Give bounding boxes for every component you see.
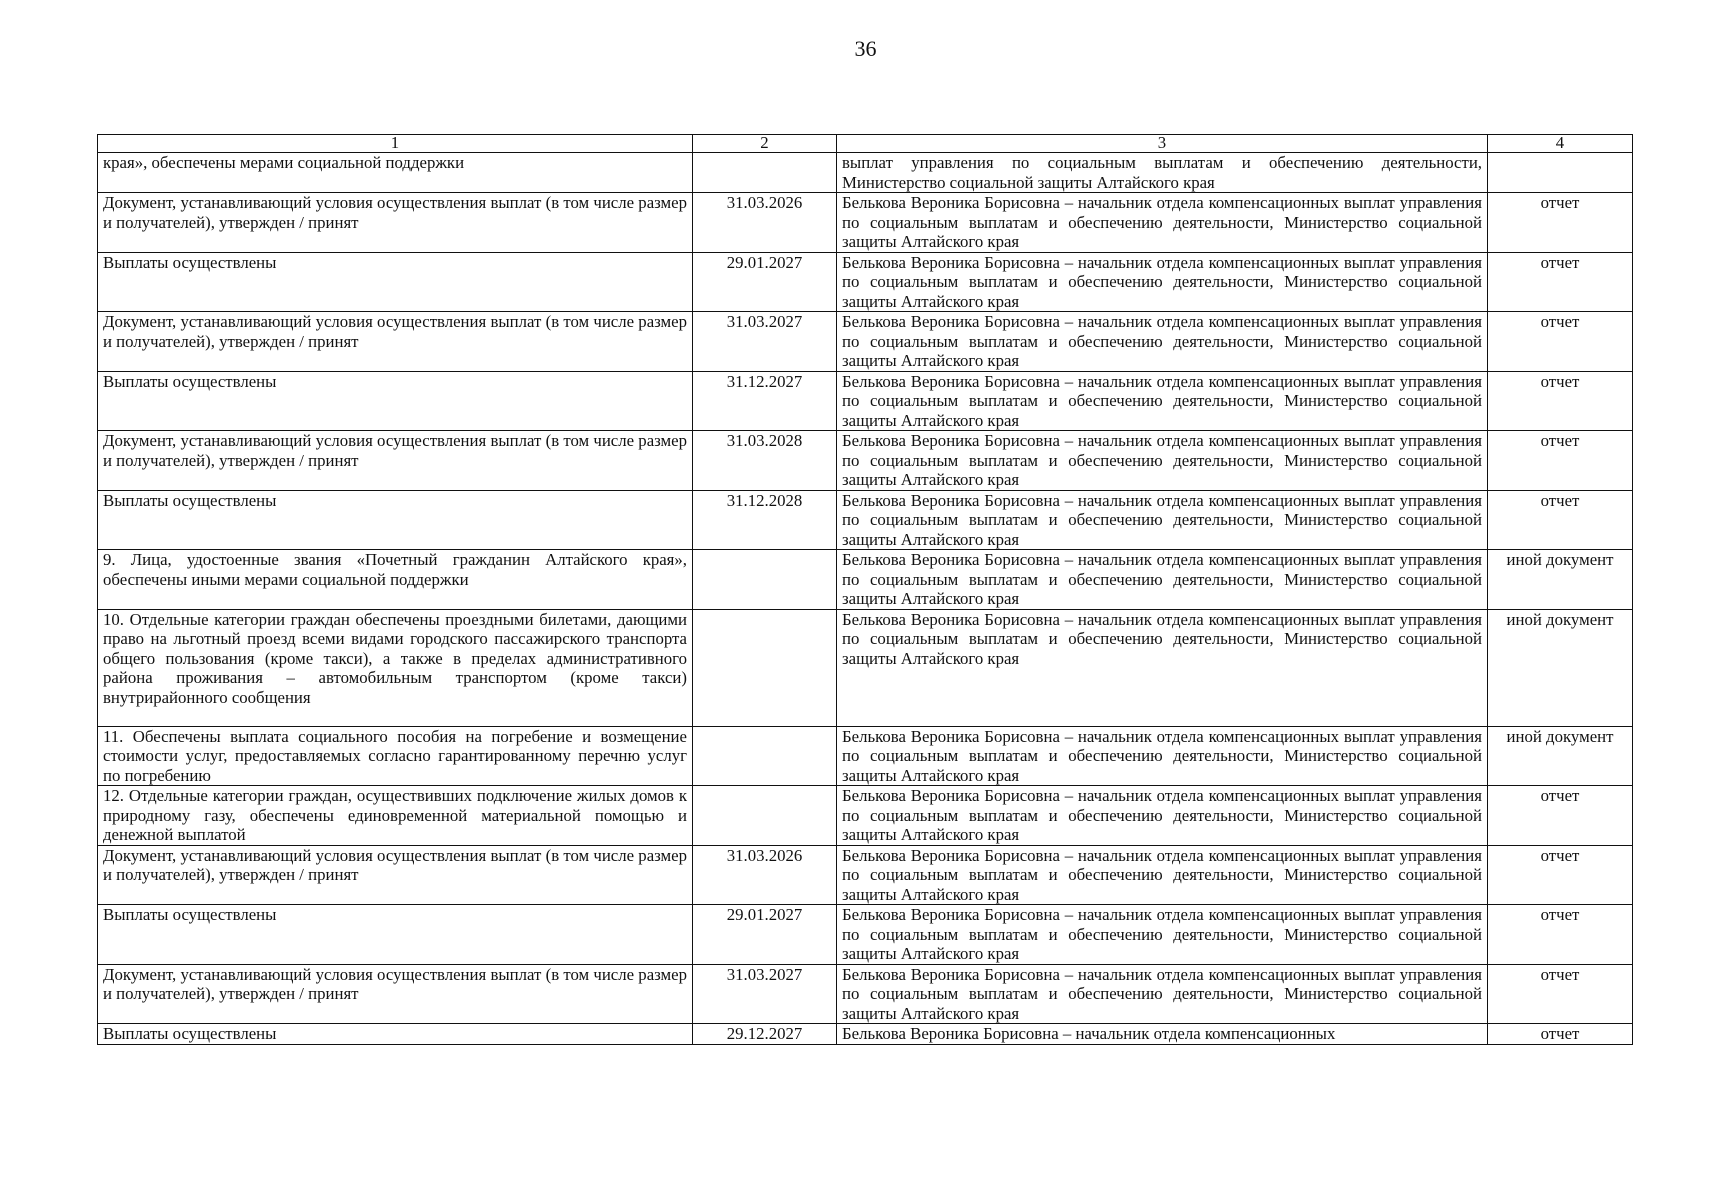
document-type-cell: отчет [1488,312,1633,372]
responsible-cell: Белькова Вероника Борисовна – начальник отдела компенсационных выплат управления по социальным выплатам и обеспечению деятельности, Министерство социальной защиты Алтайского края [837,193,1488,253]
document-type-cell: отчет [1488,1024,1633,1045]
table-row [98,905,1633,965]
table-row [98,964,1633,1024]
task-cell: 9. Лица, удостоенные звания «Почетный гражданин Алтайского края», обеспечены иными мерами социальной поддержки [98,550,693,610]
table-row [98,193,1633,253]
document-type-cell: отчет [1488,490,1633,550]
task-cell: Документ, устанавливающий условия осуществления выплат (в том числе размер и получателей), утвержден / принят [98,964,693,1024]
table-row [98,371,1633,431]
document-type-cell: иной документ [1488,609,1633,726]
date-cell: 31.03.2027 [693,312,837,372]
page-number: 36 [854,36,877,61]
document-type-cell [1488,153,1633,193]
table-row [98,845,1633,905]
task-cell: 12. Отдельные категории граждан, осуществивших подключение жилых домов к природному газу, обеспечены единовременной материальной помощью и денежной выплатой [98,786,693,846]
column-number-row [98,135,1633,153]
document-type-cell: отчет [1488,252,1633,312]
date-cell: 29.01.2027 [693,905,837,965]
date-cell: 29.12.2027 [693,1024,837,1045]
task-cell: 11. Обеспечены выплата социального пособия на погребение и возмещение стоимости услуг, предоставляемых согласно гарантированному перечню услуг по погребению [98,726,693,786]
responsible-cell: Белькова Вероника Борисовна – начальник отдела компенсационных выплат управления по социальным выплатам и обеспечению деятельности, Министерство социальной защиты Алтайского края [837,964,1488,1024]
task-cell: 10. Отдельные категории граждан обеспечены проездными билетами, дающими право на льготный проезд всеми видами городского пассажирского транспорта общего пользования (кроме такси), а также в пределах административного района проживания – автомобильным транспортом (кроме такси) внутрирайонного сообщения [98,609,693,726]
table-row [98,550,1633,610]
responsible-cell: Белькова Вероника Борисовна – начальник отдела компенсационных выплат управления по социальным выплатам и обеспечению деятельности, Министерство социальной защиты Алтайского края [837,845,1488,905]
document-type-cell: иной документ [1488,726,1633,786]
column-number: 2 [693,135,837,153]
responsible-cell: Белькова Вероника Борисовна – начальник отдела компенсационных выплат управления по социальным выплатам и обеспечению деятельности, Министерство социальной защиты Алтайского края [837,726,1488,786]
document-type-cell: отчет [1488,905,1633,965]
date-cell [693,786,837,846]
table-row [98,252,1633,312]
date-cell: 31.12.2028 [693,490,837,550]
task-cell: Выплаты осуществлены [98,1024,693,1045]
responsible-cell: Белькова Вероника Борисовна – начальник отдела компенсационных [837,1024,1488,1045]
document-type-cell: отчет [1488,193,1633,253]
document-type-cell: отчет [1488,371,1633,431]
task-cell: Документ, устанавливающий условия осуществления выплат (в том числе размер и получателей), утвержден / принят [98,312,693,372]
table-row [98,312,1633,372]
document-type-cell: отчет [1488,845,1633,905]
date-cell: 31.03.2026 [693,845,837,905]
column-number: 3 [837,135,1488,153]
responsible-cell: Белькова Вероника Борисовна – начальник отдела компенсационных выплат управления по социальным выплатам и обеспечению деятельности, Министерство социальной защиты Алтайского края [837,550,1488,610]
document-type-cell: отчет [1488,964,1633,1024]
column-number: 4 [1488,135,1633,153]
table-row [98,431,1633,491]
task-cell: Документ, устанавливающий условия осуществления выплат (в том числе размер и получателей), утвержден / принят [98,845,693,905]
date-cell [693,550,837,610]
date-cell [693,153,837,193]
task-cell: края», обеспечены мерами социальной поддержки [98,153,693,193]
responsible-cell: Белькова Вероника Борисовна – начальник отдела компенсационных выплат управления по социальным выплатам и обеспечению деятельности, Министерство социальной защиты Алтайского края [837,609,1488,726]
date-cell [693,726,837,786]
date-cell [693,609,837,726]
responsible-cell: Белькова Вероника Борисовна – начальник отдела компенсационных выплат управления по социальным выплатам и обеспечению деятельности, Министерство социальной защиты Алтайского края [837,371,1488,431]
responsible-cell: Белькова Вероника Борисовна – начальник отдела компенсационных выплат управления по социальным выплатам и обеспечению деятельности, Министерство социальной защиты Алтайского края [837,431,1488,491]
task-cell: Выплаты осуществлены [98,905,693,965]
task-cell: Документ, устанавливающий условия осуществления выплат (в том числе размер и получателей), утвержден / принят [98,431,693,491]
table-row [98,490,1633,550]
document-type-cell: отчет [1488,431,1633,491]
table-row [98,786,1633,846]
date-cell: 31.03.2028 [693,431,837,491]
document-type-cell: отчет [1488,786,1633,846]
table-row [98,609,1633,726]
task-cell: Выплаты осуществлены [98,490,693,550]
responsible-cell: Белькова Вероника Борисовна – начальник отдела компенсационных выплат управления по социальным выплатам и обеспечению деятельности, Министерство социальной защиты Алтайского края [837,252,1488,312]
task-cell: Выплаты осуществлены [98,371,693,431]
responsible-cell: Белькова Вероника Борисовна – начальник отдела компенсационных выплат управления по социальным выплатам и обеспечению деятельности, Министерство социальной защиты Алтайского края [837,312,1488,372]
task-cell: Документ, устанавливающий условия осуществления выплат (в том числе размер и получателей), утвержден / принят [98,193,693,253]
responsible-cell: Белькова Вероника Борисовна – начальник отдела компенсационных выплат управления по социальным выплатам и обеспечению деятельности, Министерство социальной защиты Алтайского края [837,786,1488,846]
date-cell: 31.03.2027 [693,964,837,1024]
column-number: 1 [98,135,693,153]
date-cell: 31.03.2026 [693,193,837,253]
date-cell: 29.01.2027 [693,252,837,312]
table-row [98,726,1633,786]
table-row [98,1024,1633,1045]
responsible-cell: Белькова Вероника Борисовна – начальник отдела компенсационных выплат управления по социальным выплатам и обеспечению деятельности, Министерство социальной защиты Алтайского края [837,905,1488,965]
table-row [98,153,1633,193]
date-cell: 31.12.2027 [693,371,837,431]
task-cell: Выплаты осуществлены [98,252,693,312]
responsible-cell: Белькова Вероника Борисовна – начальник отдела компенсационных выплат управления по социальным выплатам и обеспечению деятельности, Министерство социальной защиты Алтайского края [837,490,1488,550]
document-table [97,134,1633,1045]
responsible-cell: выплат управления по социальным выплатам и обеспечению деятельности, Министерство социальной защиты Алтайского края [837,153,1488,193]
document-type-cell: иной документ [1488,550,1633,610]
